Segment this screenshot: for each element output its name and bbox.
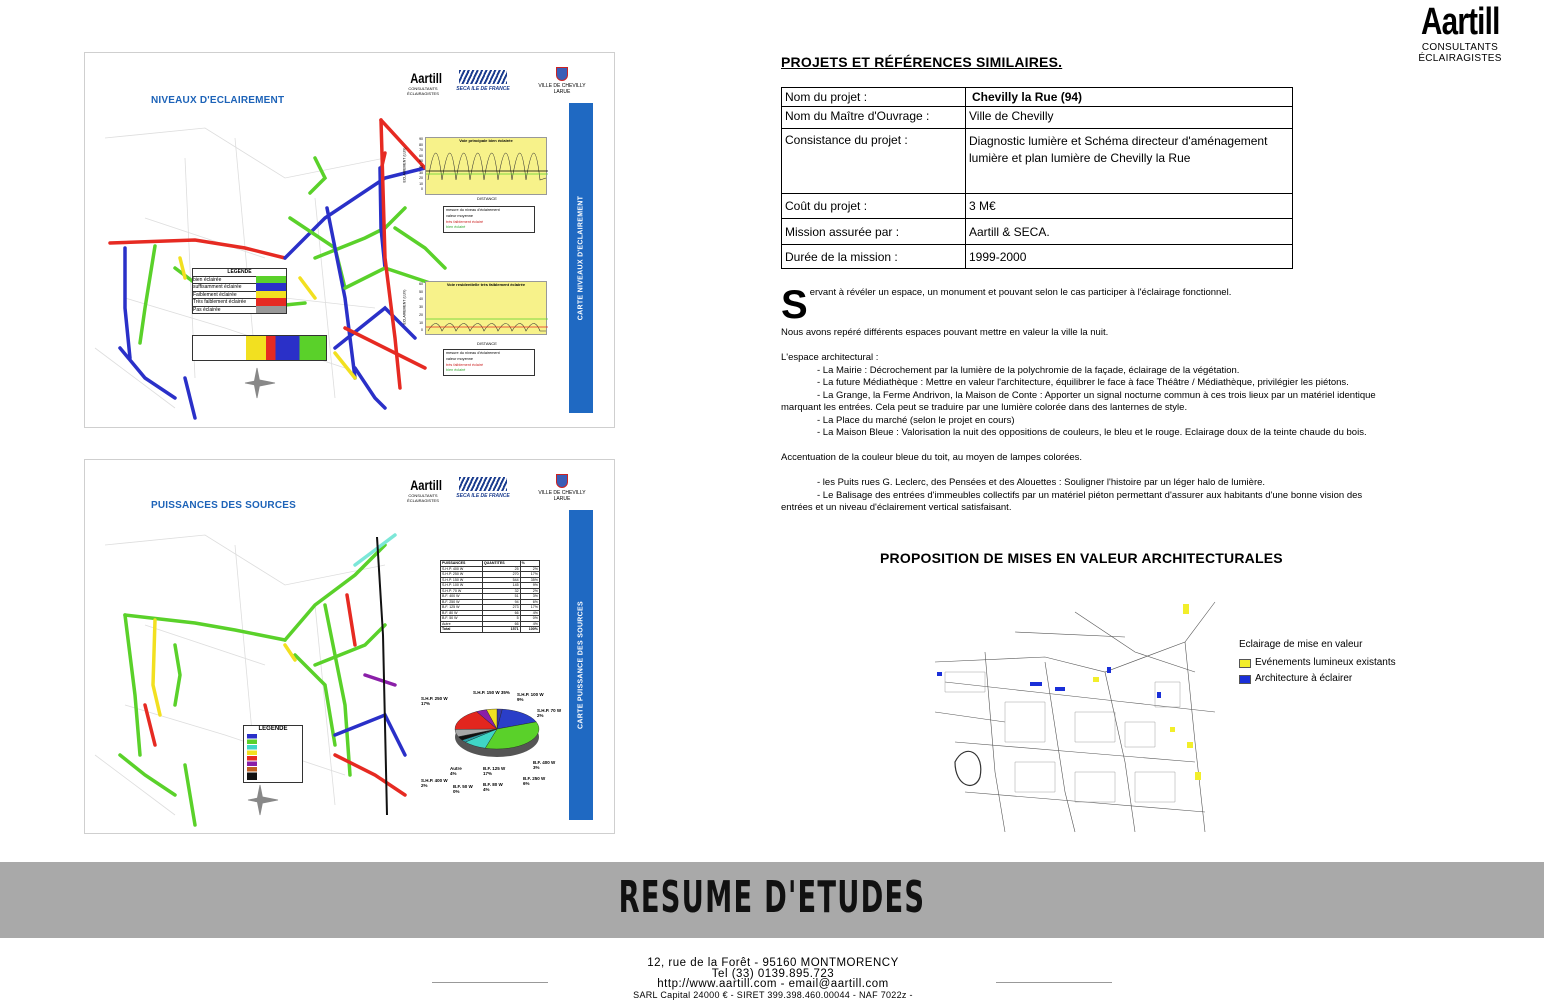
project-description bbox=[781, 283, 1461, 515]
chart2-title: Voie residentielle très faiblement éclairée bbox=[446, 282, 526, 287]
ytick: 0 bbox=[421, 187, 423, 192]
table-cell: 17% bbox=[520, 572, 539, 578]
table-cell: 32 bbox=[482, 588, 520, 594]
table-cell: 51 bbox=[482, 594, 520, 600]
paragraph: Nous avons repéré différents espaces pouvant mettre en valeur la ville la nuit. bbox=[781, 327, 1109, 338]
pie-label: S.H.P. 70 W 2% bbox=[537, 708, 562, 718]
table-value: 3 M€ bbox=[966, 194, 1293, 219]
table-cell: 2% bbox=[520, 566, 539, 572]
ytick: 70 bbox=[419, 148, 423, 153]
legend-row bbox=[1239, 671, 1396, 687]
list-item: - La Mairie : Décrochement par la lumière de la polychromie de la façade, éclairage de la végétation. bbox=[817, 364, 1240, 376]
seca-label: SECA ILE DE FRANCE bbox=[456, 86, 510, 92]
seca-label: SECA ILE DE FRANCE bbox=[456, 493, 510, 499]
panel-logo-aartill bbox=[407, 70, 442, 96]
chart1-ylabel: ECLAIREMENT (LUX) bbox=[402, 147, 407, 183]
chart-legend-item: bien éclairé bbox=[446, 368, 466, 373]
table-cell: B.F. 80 W bbox=[441, 610, 483, 616]
ytick: 0 bbox=[421, 328, 423, 333]
table-cell: B.F. 50 W bbox=[441, 616, 483, 622]
resume-banner bbox=[0, 862, 1544, 938]
ytick: 20 bbox=[419, 312, 423, 317]
chart-legend-item: mesure du niveau d'éclairement bbox=[446, 351, 500, 355]
ytick: 10 bbox=[419, 320, 423, 325]
table-cell: Autre bbox=[441, 621, 483, 627]
list-item: - Le Balisage des entrées d'immeubles collectifs par un matériel piéton permettant d'assurer aux habitants d'une bonne vision des bbox=[817, 489, 1363, 501]
pie-label: S.H.P. 400 W 2% bbox=[421, 778, 448, 788]
table-cell: 273 bbox=[482, 605, 520, 611]
arch-heading: L'espace architectural : bbox=[781, 352, 879, 363]
ytick: 10 bbox=[419, 181, 423, 186]
pie-label: S.H.P. 150 W 35% bbox=[473, 690, 510, 695]
chart2-ylabel: ECLAIREMENT (LUX) bbox=[402, 289, 407, 325]
panel-legend bbox=[243, 725, 303, 783]
table-cell: 1571 bbox=[482, 627, 520, 633]
table-row bbox=[782, 245, 1293, 269]
table-cell: 4% bbox=[520, 610, 539, 616]
chart1-xlabel: DISTANCE bbox=[477, 196, 497, 201]
chart-voie-residentielle bbox=[425, 281, 547, 335]
list-item: - La future Médiathèque : Mettre en valeur l'architecture, équilibrer le face à face Théâtre / Médiathèque, privilégier les piétons. bbox=[817, 377, 1349, 388]
chart-legend-item: très faiblement éclairé bbox=[446, 362, 484, 367]
ytick: 60 bbox=[419, 282, 423, 286]
table-key: Mission assurée par : bbox=[782, 219, 966, 245]
panel-title: NIVEAUX D'ECLAIREMENT bbox=[151, 95, 285, 106]
footer-web[interactable]: http://www.aartill.com - email@aartill.com bbox=[657, 978, 889, 990]
table-cell: 35% bbox=[520, 577, 539, 583]
panel-logo-aartill bbox=[407, 477, 442, 503]
panel-legend bbox=[192, 268, 287, 314]
table-cell: 270 bbox=[482, 572, 520, 578]
map-panel-puissances bbox=[84, 459, 615, 834]
table-value: Chevilly la Rue (94) bbox=[966, 88, 1293, 107]
table-cell: Total bbox=[441, 627, 483, 633]
table-cell: B.F. 125 W bbox=[441, 605, 483, 611]
chart-voie-principale bbox=[425, 137, 547, 195]
pie-label: B.F. 400 W 3% bbox=[533, 760, 556, 770]
pie-label: B.F. 125 W 17% bbox=[483, 766, 506, 776]
legend-swatch-yellow bbox=[1239, 659, 1251, 668]
banner-title: RESUME D'ETUDES bbox=[618, 872, 926, 923]
puissances-table bbox=[440, 560, 540, 633]
panel-footnote bbox=[567, 413, 597, 417]
table-header: % bbox=[520, 561, 539, 567]
panel-logo-seca bbox=[453, 70, 513, 92]
table-cell: B.F. 250 W bbox=[441, 599, 483, 605]
proposal-map bbox=[925, 592, 1225, 842]
list-item-continuation: entrées et un niveau d'éclairement vertical satisfaisant. bbox=[781, 502, 1012, 513]
pie-label: Autre 4% bbox=[450, 766, 462, 776]
ytick: 50 bbox=[419, 289, 423, 294]
table-cell: 100% bbox=[520, 627, 539, 633]
panel-logo-sub: CONSULTANTS ÉCLAIRAGISTES bbox=[407, 86, 439, 96]
table-cell: 145 bbox=[482, 583, 520, 589]
table-cell: B.F. 400 W bbox=[441, 594, 483, 600]
chart1-yticks bbox=[413, 137, 423, 193]
ville-label: VILLE DE CHEVILLY LARUE bbox=[538, 490, 586, 502]
section-title: PROJETS ET RÉFÉRENCES SIMILAIRES. bbox=[781, 54, 1063, 70]
table-cell: 544 bbox=[482, 577, 520, 583]
ytick: 90 bbox=[419, 137, 423, 141]
chart-legend-item: mesure du niveau d'éclairement bbox=[446, 208, 500, 212]
list-item: - La Place du marché (selon le projet en cours) bbox=[817, 414, 1015, 426]
table-key: Nom du projet : bbox=[782, 88, 966, 107]
legend-label: Evénements lumineux existants bbox=[1255, 657, 1396, 668]
chart1-legend bbox=[443, 206, 535, 233]
legend-label: Architecture à éclairer bbox=[1255, 673, 1353, 684]
table-value: Aartill & SECA. bbox=[966, 219, 1293, 245]
table-value: 1999-2000 bbox=[966, 245, 1293, 269]
legend-title: LEGENDE bbox=[258, 726, 288, 732]
chart-legend-item: valeur moyenne bbox=[446, 356, 474, 361]
table-row bbox=[782, 194, 1293, 219]
panel-sidebar bbox=[569, 103, 593, 413]
proposal-legend bbox=[1239, 637, 1396, 687]
panel-logo-seca bbox=[453, 477, 513, 499]
panel-logo-name: Aartill bbox=[410, 70, 442, 86]
ytick: 40 bbox=[419, 297, 423, 302]
table-cell: 4% bbox=[520, 621, 539, 627]
table-row bbox=[782, 219, 1293, 245]
chart1-title: Voie principale bien éclairée bbox=[459, 138, 513, 143]
table-cell: 6% bbox=[520, 599, 539, 605]
table-key: Coût du projet : bbox=[782, 194, 966, 219]
table-header: PUISSANCES bbox=[441, 561, 483, 567]
panel-title: PUISSANCES DES SOURCES bbox=[151, 500, 296, 511]
chart-legend-item: très faiblement éclairé bbox=[446, 219, 484, 224]
list-item: - La Maison Bleue : Valorisation la nuit des oppositions de couleurs, le bleu et le rouge. Eclairage doux de la teinte chaude du bois. bbox=[817, 427, 1367, 438]
brand-tagline-1: CONSULTANTS bbox=[1421, 42, 1499, 53]
proposal-title: PROPOSITION DE MISES EN VALEUR ARCHITECTURALES bbox=[880, 550, 1283, 566]
chart-legend-item: bien éclairé bbox=[446, 225, 466, 230]
ytick: 80 bbox=[419, 142, 423, 147]
ytick: 30 bbox=[419, 170, 423, 175]
footer-street: 12, rue de la Forêt - 95160 MONTMORENCY bbox=[647, 957, 899, 969]
chart2-xlabel: DISTANCE bbox=[477, 341, 497, 346]
boulevard-line bbox=[373, 535, 393, 834]
ytick: 30 bbox=[419, 305, 423, 310]
legend-item: Très faiblement éclairée bbox=[193, 298, 256, 306]
list-item: - La Grange, la Ferme Andrivon, la Maison de Conte : Apporter un signal nocturne commun à ces trois lieux par un matériel identique bbox=[817, 389, 1376, 401]
panel-logo-ville bbox=[535, 67, 589, 95]
ytick: 50 bbox=[419, 159, 423, 164]
footer-address bbox=[500, 958, 1046, 1000]
table-value: Diagnostic lumière et Schéma directeur d'aménagement lumière et plan lumière de Chevilly la Rue bbox=[966, 129, 1293, 194]
table-cell: 94 bbox=[482, 599, 520, 605]
table-cell: 3% bbox=[520, 594, 539, 600]
table-cell: 66 bbox=[482, 621, 520, 627]
panel-level-table bbox=[192, 335, 327, 361]
ville-label: VILLE DE CHEVILLY LARUE bbox=[538, 83, 586, 95]
table-cell: 17% bbox=[520, 605, 539, 611]
table-cell: S.H.P. 100 W bbox=[441, 583, 483, 589]
table-cell: S.H.P. 150 W bbox=[441, 577, 483, 583]
panel-logo-ville bbox=[535, 474, 589, 502]
table-header: QUANTITES bbox=[482, 561, 520, 567]
paragraph: Accentuation de la couleur bleue du toit, au moyen de lampes colorées. bbox=[781, 452, 1083, 463]
panel-logo-sub: CONSULTANTS ÉCLAIRAGISTES bbox=[407, 493, 439, 503]
table-cell: S.H.P. 70 W bbox=[441, 588, 483, 594]
project-info-table bbox=[781, 87, 1293, 269]
panel-logo-name: Aartill bbox=[410, 477, 442, 493]
chart2-legend bbox=[443, 349, 535, 376]
pie-label: B.F. 250 W 6% bbox=[523, 776, 546, 786]
legend-row bbox=[1239, 655, 1396, 671]
table-cell: 2% bbox=[520, 588, 539, 594]
ytick: 60 bbox=[419, 153, 423, 158]
intro-paragraph: ervant à révéler un espace, un monument et pouvant selon le cas participer à l'éclairage fonctionnel. bbox=[809, 287, 1232, 298]
table-key: Consistance du projet : bbox=[782, 129, 966, 194]
table-row bbox=[441, 627, 540, 633]
sidebar-label: CARTE NIVEAUX D'ECLAIREMENT bbox=[577, 195, 585, 321]
table-cell: 25 bbox=[482, 566, 520, 572]
legend-item: bien éclairée bbox=[193, 276, 256, 284]
table-cell: 9% bbox=[520, 583, 539, 589]
ytick: 40 bbox=[419, 164, 423, 169]
pie-label: B.F. 80 W 4% bbox=[483, 782, 503, 792]
brand-name: Aartill bbox=[1421, 1, 1500, 43]
pie-label: S.H.P. 100 W 9% bbox=[517, 692, 544, 702]
table-row bbox=[782, 107, 1293, 129]
chart2-yticks bbox=[413, 281, 423, 335]
table-row bbox=[782, 88, 1293, 107]
table-cell: 66 bbox=[482, 610, 520, 616]
pie-label: S.H.P. 250 W 17% bbox=[421, 696, 448, 706]
list-item: - les Puits rues G. Leclerc, des Pensées et des Alouettes : Souligner l'histoire par un léger halo de lumière. bbox=[817, 477, 1266, 488]
table-key: Nom du Maître d'Ouvrage : bbox=[782, 107, 966, 129]
legend-item: Faiblement éclairée bbox=[193, 291, 256, 299]
legend-item: suffisamment éclairée bbox=[193, 283, 256, 291]
table-cell: 5 bbox=[482, 616, 520, 622]
legend-swatch-blue bbox=[1239, 675, 1251, 684]
brand-logo bbox=[1410, 2, 1510, 64]
list-item-continuation: marquant les entrées. Cela peut se traduire par une lumière colorée dans des lanternes de style. bbox=[781, 402, 1188, 413]
ytick: 20 bbox=[419, 176, 423, 181]
legend-title: Eclairage de mise en valeur bbox=[1239, 639, 1363, 650]
sidebar-label: CARTE PUISSANCE DES SOURCES bbox=[577, 601, 585, 729]
ville-shield-icon bbox=[556, 474, 568, 488]
chart-legend-item: valeur moyenne bbox=[446, 213, 474, 218]
table-value: Ville de Chevilly bbox=[966, 107, 1293, 129]
footer-tel: Tel (33) 0139.895.723 bbox=[711, 967, 835, 980]
map-panel-niveaux bbox=[84, 52, 615, 428]
table-cell: S.H.P. 400 W bbox=[441, 566, 483, 572]
table-cell: S.H.P. 250 W bbox=[441, 572, 483, 578]
legend-title: LEGENDE bbox=[227, 269, 252, 275]
brand-tagline-2: ÉCLAIRAGISTES bbox=[1418, 53, 1502, 64]
pie-label: B.F. 50 W 0% bbox=[453, 784, 473, 794]
table-row bbox=[782, 129, 1293, 194]
footer-legal: SARL Capital 24000 € - SIRET 399.398.460.00044 - NAF 7022z - bbox=[633, 989, 913, 1000]
table-key: Durée de la mission : bbox=[782, 245, 966, 269]
legend-item: Pas éclairée bbox=[193, 306, 256, 314]
table-cell: 0% bbox=[520, 616, 539, 622]
dropcap-letter: S bbox=[781, 283, 808, 327]
panel-sidebar bbox=[569, 510, 593, 820]
street-map-puissances bbox=[85, 505, 415, 834]
ville-shield-icon bbox=[556, 67, 568, 81]
